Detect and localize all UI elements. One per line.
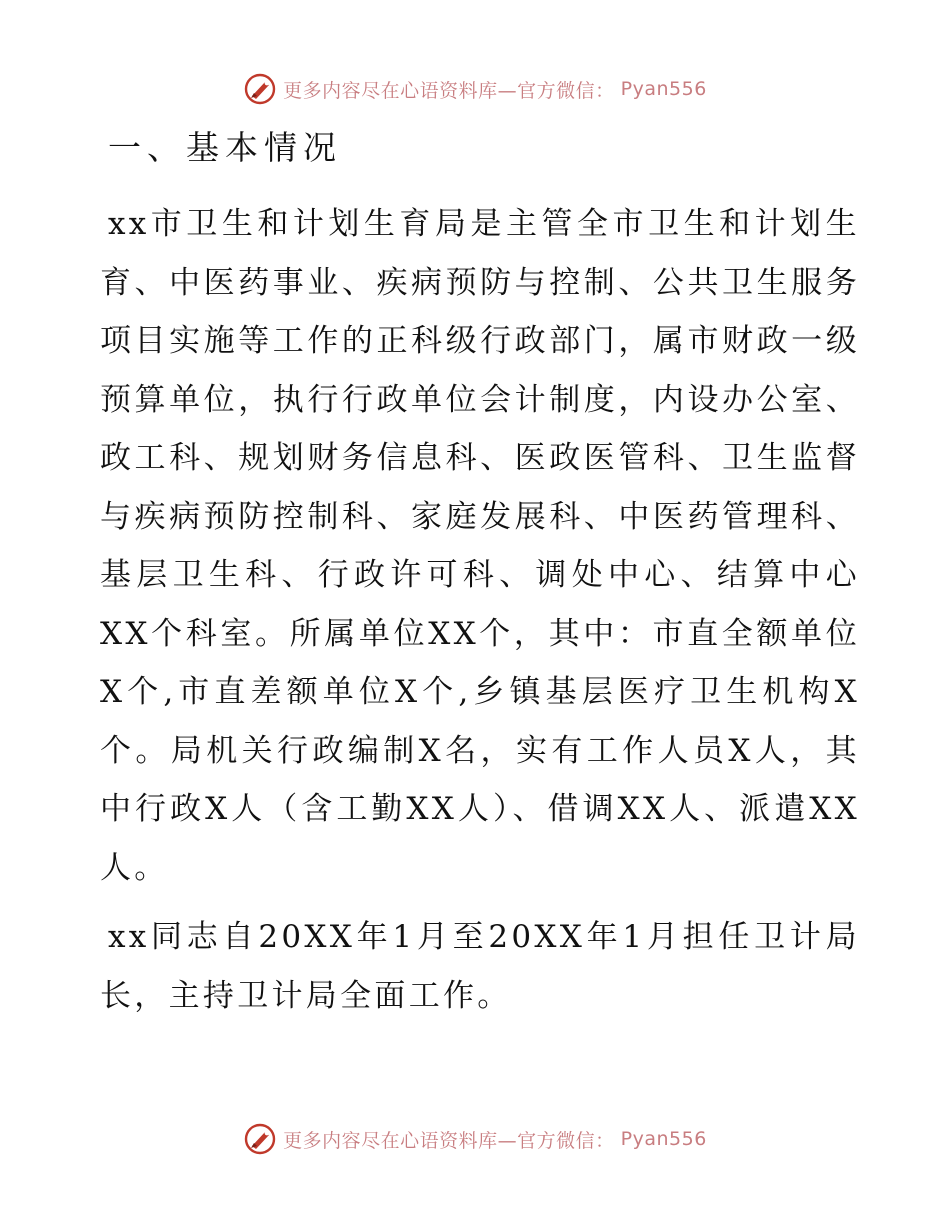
paragraph-director: xx同志自20XX年1月至20XX年1月担任卫计局长，主持卫计局全面工作。: [100, 919, 860, 1014]
pen-logo-icon: [243, 1122, 277, 1156]
watermark-handle: Pyan556: [620, 78, 707, 100]
pen-logo-icon: [243, 72, 277, 106]
watermark-text: 更多内容尽在心语资料库—官方微信：: [283, 1129, 615, 1152]
paragraph-overview: xx市卫生和计划生育局是主管全市卫生和计划生育、中医药事业、疾病预防与控制、公共卫生服务项目实施等工作的正科级行政部门，属市财政一级预算单位，执行行政单位会计制度，内设办公室、政工科、规划财务信息科、医政医管科、卫生监督与疾病预防控制科、家庭发展科、中医药管理科、基层卫生科、行政许可科、调处中心、结算中心XX个科室。所属单位XX个，其中：市直全额单位X个,市直差额单位X个,乡镇基层医疗卫生机构X个。局机关行政编制X名，实有工作人员X人，其中行政X人（含工勤XX人）、借调XX人、派遣XX人。: [100, 206, 860, 886]
header-watermark: [0, 72, 950, 106]
section-heading: 一、基本情况: [108, 128, 342, 167]
watermark-text: 更多内容尽在心语资料库—官方微信：: [283, 79, 615, 102]
footer-watermark: [0, 1122, 950, 1156]
watermark-handle: Pyan556: [620, 1128, 707, 1150]
